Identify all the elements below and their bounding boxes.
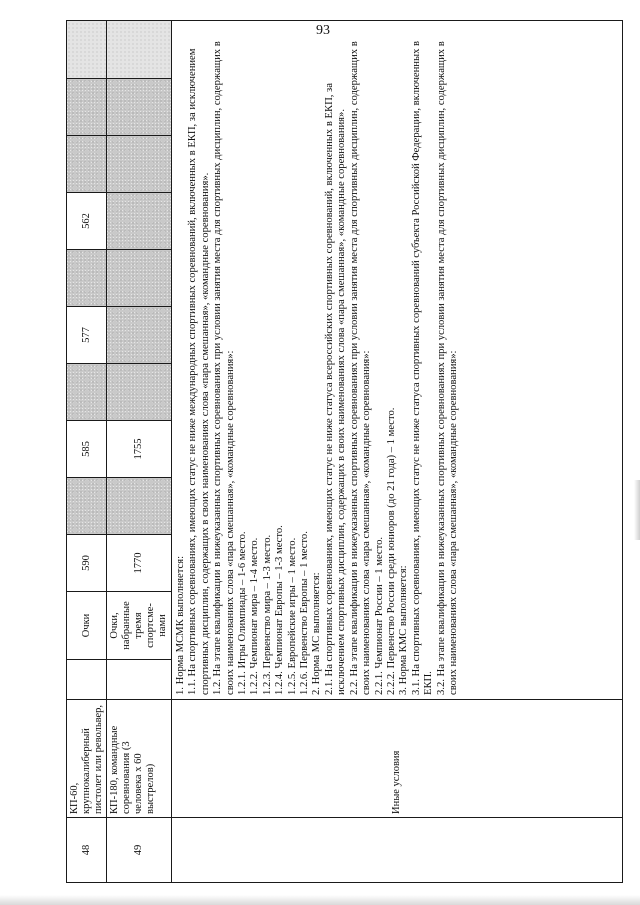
condition-line: 3.1. На спортивных соревнованиях, имеющих статус не ниже статуса спортивных соревнований субъекта Российской Федерации, включенных в ЕКП.	[410, 40, 435, 695]
row-48-unit: Очки	[66, 591, 107, 659]
row-48-cell-7	[66, 20, 107, 78]
row-49-cell-6	[107, 192, 172, 249]
row-48-cell-5	[66, 135, 107, 192]
row-48-spacer	[66, 659, 107, 699]
row-48-cell-6	[66, 78, 107, 135]
row-48-value-4: 562	[66, 192, 107, 249]
norms-table	[66, 40, 626, 883]
row-48-cell-4	[66, 249, 107, 306]
row-49-cell-4	[107, 306, 172, 363]
row-48-number: 48	[66, 817, 107, 883]
norms-table-container	[66, 40, 626, 883]
scan-edge	[0, 895, 640, 905]
condition-line: 1.2.3. Первенство мира – 1-3 место.	[261, 534, 273, 695]
row-49-cell-7	[107, 135, 172, 192]
row-49-cell-9	[107, 20, 172, 78]
row-49-cell-5	[107, 249, 172, 306]
row-49-spacer	[107, 659, 172, 699]
rotated-table	[66, 40, 626, 883]
condition-line: 1.2.4. Чемпионат Европы – 1-3 место.	[274, 525, 286, 695]
conditions-number-cell	[172, 817, 623, 883]
condition-line: 1. Норма МСМК выполняется:	[175, 555, 186, 695]
condition-line: 3. Норма КМС выполняется:	[398, 565, 410, 695]
condition-line: 2. Норма МС выполняется:	[311, 572, 323, 695]
row-49-cell-2	[107, 477, 172, 534]
row-49-number: 49	[107, 817, 172, 883]
page-number: 93	[316, 23, 330, 38]
condition-line: 3.2. На этапе квалификации в нижеуказанных спортивных соревнованиях при условии занятия места для спортивных дисциплин, содержащих в своих наименованиях слова «пара смешанная», «командные соревнования»:	[435, 41, 459, 695]
row-48-value-3: 577	[66, 306, 107, 363]
condition-line: 2.2. На этапе квалификации в нижеуказанных спортивных соревнованиях при условии занятия места для спортивных дисциплин, содержащих в своих наименованиях слова «пара смешанная», «командные соревнования»:	[348, 41, 373, 695]
condition-line: 1.2.5. Европейские игры – 1 место.	[286, 537, 298, 695]
row-48-discipline: КП-60, крупнокалиберный пистолет или револьвер, 25 м, 60 выстрелов	[66, 699, 107, 817]
condition-line: 2.2.2. Первенство России среди юниоров (до 21 года) – 1 место.	[385, 407, 397, 695]
condition-line: 1.1. На спортивных соревнованиях, имеющих статус не ниже международных спортивных соревнований, включенных в ЕКП, за исключением спортивных дисциплин, содержащих в своих наименованиях слова «пара смешанная», «командные соревнования».	[187, 48, 211, 695]
condition-line: 1.2.6. Первенство Европы – 1 место.	[299, 531, 311, 695]
condition-line: 1.2.1. Игры Олимпиады – 1-6 место.	[237, 531, 249, 695]
row-49-value-1: 1770	[107, 534, 172, 591]
condition-line: 1.2. На этапе квалификации в нижеуказанных спортивных соревнованиях при условии занятия места для спортивных дисциплин, содержащих в своих наименованиях слова «пара смешанная», «командные соревнования»:	[212, 41, 236, 695]
condition-line: 2.1. На спортивных соревнованиях, имеющих статус не ниже статуса всероссийских спортивных соревнований, включенных в ЕКП, за исключением спортивных дисциплин, содержащих в своих наименованиях слова «пара смешанная», «командные соревнования».	[323, 83, 348, 695]
condition-line: 1.2.2. Чемпионат мира – 1-4 место.	[249, 537, 261, 695]
row-49-cell-8	[107, 78, 172, 135]
row-48-value-1: 590	[66, 534, 107, 591]
conditions-text	[172, 20, 623, 699]
row-48-cell-3	[66, 363, 107, 420]
row-48-value-2: 585	[66, 420, 107, 477]
row-49-unit: Очки, набранные тремя спортсме-нами	[107, 591, 172, 659]
row-48-cell-2	[66, 477, 107, 534]
row-49-discipline: КП-180, командные соревнования (3 человека х 60 выстрелов)	[107, 699, 172, 817]
row-49-value-2: 1755	[107, 420, 172, 477]
condition-line: 2.2.1. Чемпионат России – 1 место.	[373, 536, 385, 695]
row-49-cell-3	[107, 363, 172, 420]
conditions-label: Иные условия	[172, 699, 623, 817]
scan-artifact	[634, 480, 640, 540]
